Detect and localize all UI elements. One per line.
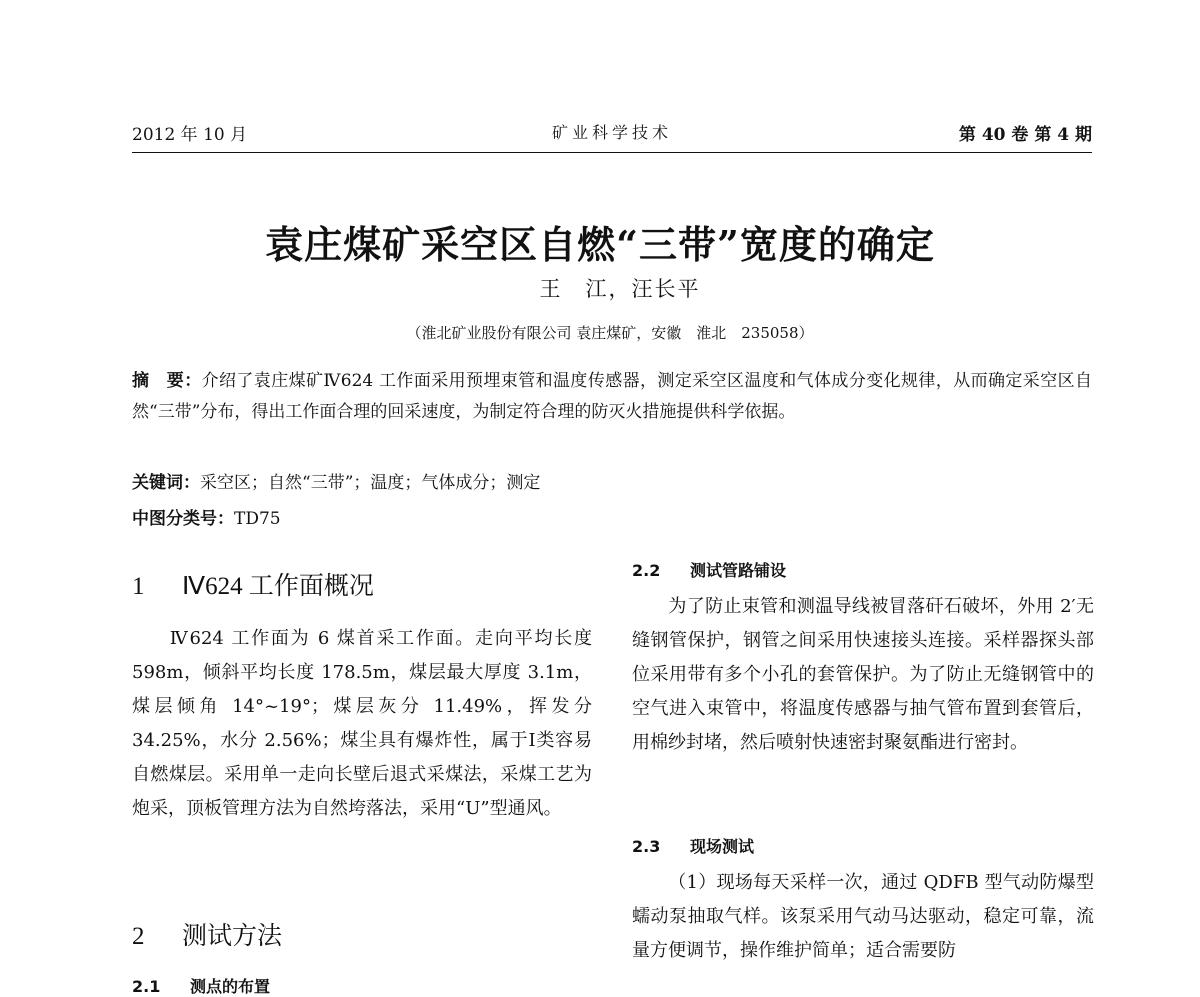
section-2-1-heading: [132, 974, 270, 997]
section-2-3-title: 现场测试: [690, 837, 755, 856]
section-2-number: 2: [132, 923, 145, 950]
section-2-1-title: 测点的布置: [190, 977, 271, 996]
classification-number: [132, 504, 281, 529]
section-2-2-title: 测试管路铺设: [690, 561, 787, 580]
section-2-2-body: 为了防止束管和测温导线被冒落矸石破坏，外用 2′无缝钢管保护，钢管之间采用快速接头连接。采样器探头部位采用带有多个小孔的套管保护。为了防止无缝钢管中的空气进入束管中，将温度传感器与抽气管布置到套管后，用棉纱封堵，然后喷射快速密封聚氨酯进行密封。: [632, 596, 1094, 753]
section-2-2-number: 2.2: [632, 561, 661, 580]
abstract-text: 介绍了袁庄煤矿Ⅳ624 工作面采用预埋束管和温度传感器，测定采空区温度和气体成分变化规律，从而确定采空区自然“三带”分布，得出工作面合理的回采速度，为制定符合理的防灭火措施提供科学依据。: [132, 371, 1093, 422]
section-1-title: Ⅳ624 工作面概况: [182, 573, 374, 600]
abstract-label: 摘 要：: [132, 371, 202, 391]
header-journal-name: 矿业科学技术: [551, 123, 672, 142]
paper-authors: 王 江，汪长平: [539, 277, 701, 301]
section-2-3-paragraph: [632, 866, 1094, 968]
section-1-paragraph: [132, 622, 592, 826]
classification-label: 中图分类号：: [132, 509, 234, 529]
paper-title: 袁庄煤矿采空区自燃“三带”宽度的确定: [265, 222, 935, 267]
section-1-body: Ⅳ624 工作面为 6 煤首采工作面。走向平均长度 598m，倾斜平均长度 178.5m，煤层最大厚度 3.1m，煤层倾角 14°~19°；煤层灰分 11.49%，挥发分 34.25%，水分 2.56%；煤尘具有爆炸性，属于Ⅰ类容易自燃煤层。采用单一走向长壁后退式采煤法，采煤工艺为炮采，顶板管理方法为自然垮落法，采用“U”型通风。: [132, 628, 592, 819]
keywords: [132, 468, 540, 493]
section-2-heading: [132, 916, 282, 952]
abstract: [132, 366, 1092, 428]
section-2-3-heading: [632, 834, 754, 857]
section-1-number: 1: [132, 573, 145, 600]
section-2-2-heading: [632, 558, 786, 581]
header-date: 2012 年 10 月: [132, 125, 248, 145]
header-volume-issue: 第 40 卷 第 4 期: [958, 125, 1092, 145]
keywords-label: 关键词：: [132, 473, 200, 493]
section-2-3-number: 2.3: [632, 837, 661, 856]
section-2-2-paragraph: [632, 590, 1094, 760]
classification-code: TD75: [234, 509, 281, 529]
section-1-heading: [132, 566, 374, 602]
section-2-3-body: （1）现场每天采样一次，通过 QDFB 型气动防爆型蠕动泵抽取气样。该泵采用气动马达驱动，稳定可靠，流量方便调节，操作维护简单；适合需要防: [632, 872, 1094, 961]
paper-affiliation: （淮北矿业股份有限公司 袁庄煤矿，安徽 淮北 235058）: [406, 324, 814, 342]
section-2-1-number: 2.1: [132, 977, 161, 996]
keywords-text: 采空区；自然“三带”；温度；气体成分；测定: [200, 473, 541, 493]
section-2-title: 测试方法: [182, 923, 283, 950]
running-header: [132, 120, 1092, 153]
